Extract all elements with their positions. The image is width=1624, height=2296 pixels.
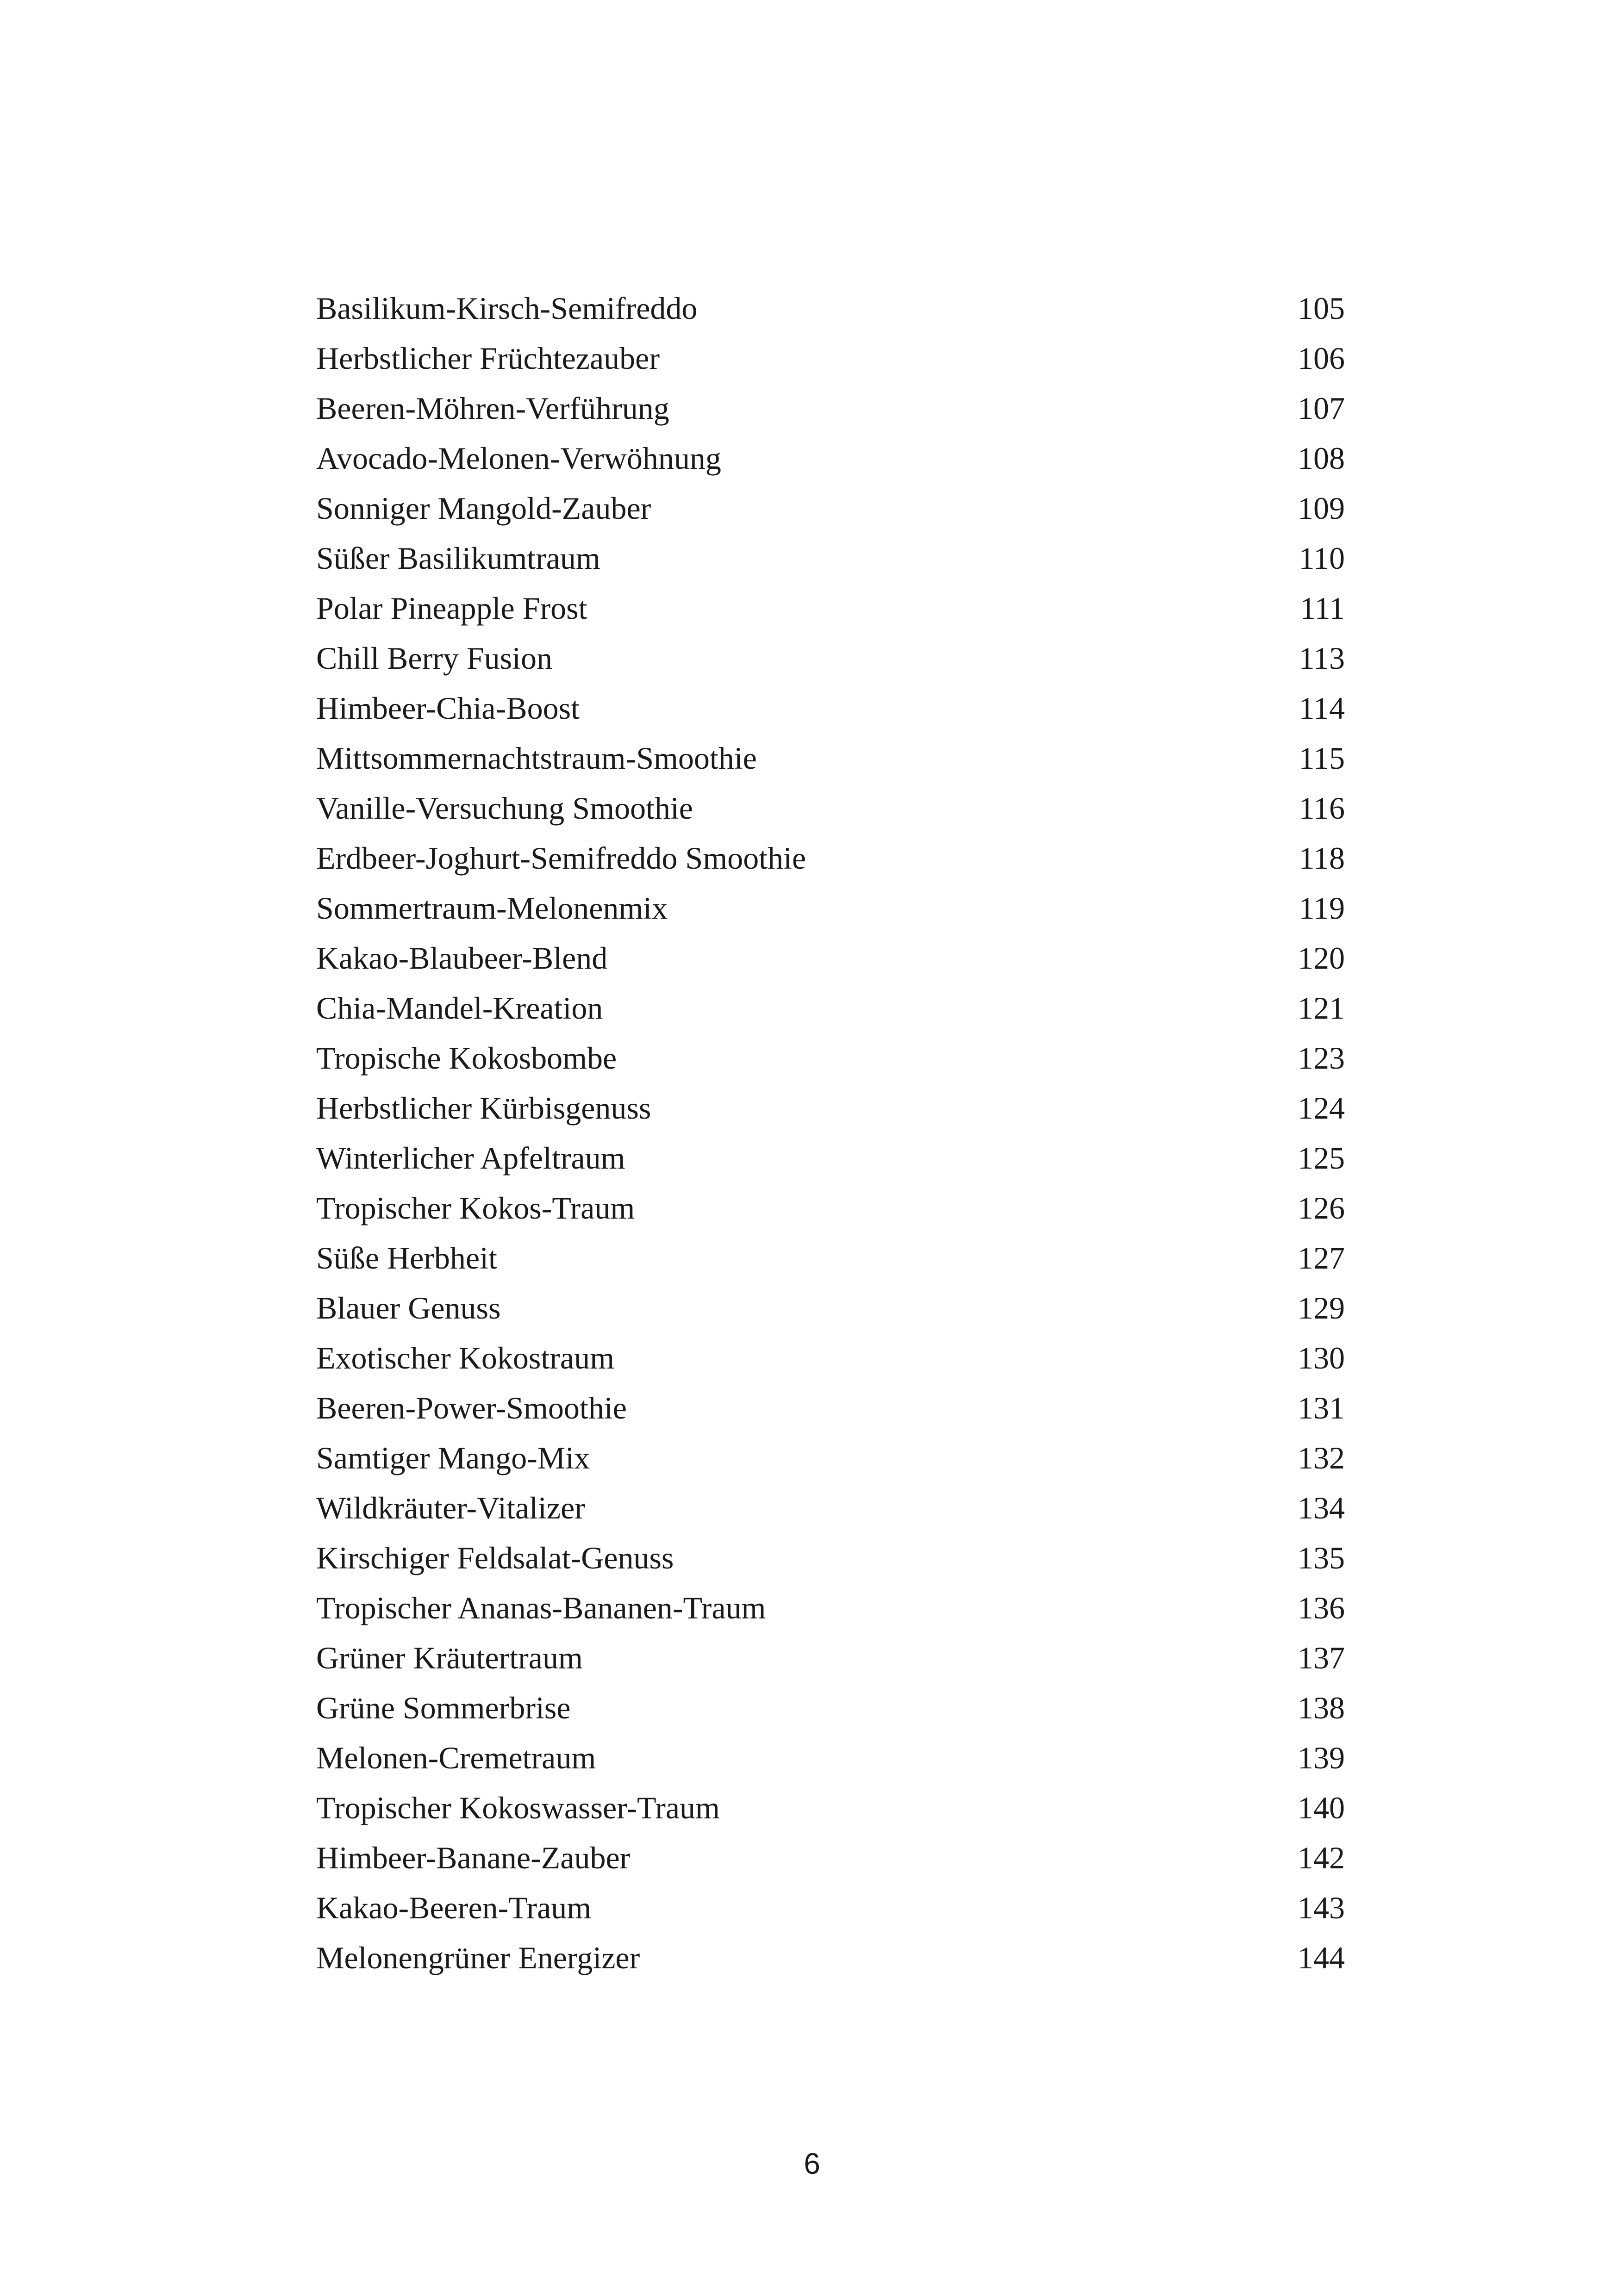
toc-entry-page: 131 <box>1298 1390 1345 1425</box>
toc-entry-title: Beeren-Power-Smoothie <box>316 1390 627 1425</box>
toc-entry <box>316 783 1345 833</box>
toc-entry-title: Mittsommernachtstraum-Smoothie <box>316 740 757 776</box>
toc-entry-page: 143 <box>1298 1890 1345 1925</box>
toc-entry-title: Winterlicher Apfeltraum <box>316 1140 625 1176</box>
toc-entry-title: Beeren-Möhren-Verführung <box>316 390 669 426</box>
toc-entry-title: Tropische Kokosbombe <box>316 1040 617 1076</box>
toc-entry-title: Wildkräuter-Vitalizer <box>316 1490 585 1525</box>
toc-entry <box>316 1583 1345 1633</box>
toc-entry-page: 123 <box>1298 1040 1345 1076</box>
toc-entry-page: 119 <box>1299 890 1345 926</box>
toc-entry-page: 113 <box>1299 640 1345 676</box>
toc-entry <box>316 1183 1345 1233</box>
toc-entry-page: 136 <box>1298 1590 1345 1625</box>
table-of-contents <box>316 283 1345 1983</box>
toc-entry-title: Herbstlicher Früchtezauber <box>316 340 660 376</box>
toc-entry-page: 121 <box>1298 990 1345 1026</box>
toc-entry <box>316 1933 1345 1983</box>
toc-entry-page: 126 <box>1298 1190 1345 1226</box>
toc-entry-title: Exotischer Kokostraum <box>316 1340 614 1375</box>
toc-entry-title: Tropischer Kokoswasser-Traum <box>316 1790 720 1825</box>
toc-entry-page: 115 <box>1299 740 1345 776</box>
toc-entry <box>316 1383 1345 1433</box>
toc-entry <box>316 283 1345 333</box>
toc-entry-page: 139 <box>1298 1740 1345 1775</box>
toc-entry-title: Süße Herbheit <box>316 1240 497 1276</box>
toc-entry <box>316 883 1345 933</box>
toc-entry-page: 142 <box>1298 1840 1345 1875</box>
toc-entry-title: Grüne Sommerbrise <box>316 1690 571 1725</box>
toc-entry-title: Melonengrüner Energizer <box>316 1940 640 1975</box>
toc-entry <box>316 1283 1345 1333</box>
toc-entry <box>316 733 1345 783</box>
toc-entry <box>316 433 1345 483</box>
toc-entry <box>316 833 1345 883</box>
toc-entry-title: Himbeer-Chia-Boost <box>316 690 580 726</box>
toc-entry-page: 127 <box>1298 1240 1345 1276</box>
toc-entry-title: Kirschiger Feldsalat-Genuss <box>316 1540 674 1575</box>
toc-entry-title: Avocado-Melonen-Verwöhnung <box>316 440 721 476</box>
toc-entry-page: 129 <box>1298 1290 1345 1325</box>
toc-entry-page: 107 <box>1298 390 1345 426</box>
toc-entry-title: Tropischer Ananas-Bananen-Traum <box>316 1590 766 1625</box>
toc-entry-page: 109 <box>1298 490 1345 526</box>
toc-entry <box>316 383 1345 433</box>
toc-entry-title: Tropischer Kokos-Traum <box>316 1190 635 1226</box>
toc-entry-page: 111 <box>1300 590 1345 626</box>
toc-entry <box>316 1683 1345 1733</box>
toc-entry-title: Grüner Kräutertraum <box>316 1640 583 1675</box>
toc-entry-title: Polar Pineapple Frost <box>316 590 587 626</box>
toc-entry <box>316 1333 1345 1383</box>
toc-entry <box>316 1133 1345 1183</box>
toc-entry-title: Vanille-Versuchung Smoothie <box>316 790 693 826</box>
toc-entry-title: Erdbeer-Joghurt-Semifreddo Smoothie <box>316 840 806 876</box>
toc-entry <box>316 633 1345 683</box>
toc-entry-title: Sonniger Mangold-Zauber <box>316 490 651 526</box>
toc-entry <box>316 1083 1345 1133</box>
toc-entry-page: 130 <box>1298 1340 1345 1375</box>
toc-entry <box>316 333 1345 383</box>
toc-entry-page: 134 <box>1298 1490 1345 1525</box>
toc-entry <box>316 1633 1345 1683</box>
toc-entry <box>316 483 1345 533</box>
toc-entry-page: 114 <box>1299 690 1345 726</box>
toc-entry-title: Herbstlicher Kürbisgenuss <box>316 1090 651 1126</box>
toc-entry <box>316 983 1345 1033</box>
toc-entry-page: 116 <box>1299 790 1345 826</box>
toc-entry-page: 138 <box>1298 1690 1345 1725</box>
toc-entry-page: 118 <box>1299 840 1345 876</box>
toc-entry-title: Sommertraum-Melonenmix <box>316 890 668 926</box>
toc-entry-title: Basilikum-Kirsch-Semifreddo <box>316 290 698 326</box>
toc-entry-page: 125 <box>1298 1140 1345 1176</box>
toc-entry <box>316 533 1345 583</box>
toc-entry <box>316 1483 1345 1533</box>
toc-entry <box>316 1883 1345 1933</box>
toc-entry-page: 105 <box>1298 290 1345 326</box>
toc-entry <box>316 933 1345 983</box>
toc-entry-title: Melonen-Cremetraum <box>316 1740 596 1775</box>
toc-entry-title: Samtiger Mango-Mix <box>316 1440 590 1475</box>
toc-entry <box>316 1833 1345 1883</box>
toc-entry-page: 106 <box>1298 340 1345 376</box>
toc-entry-page: 144 <box>1298 1940 1345 1975</box>
toc-entry <box>316 1533 1345 1583</box>
toc-entry-page: 120 <box>1298 940 1345 976</box>
toc-entry-page: 108 <box>1298 440 1345 476</box>
toc-entry-title: Chill Berry Fusion <box>316 640 553 676</box>
page-number: 6 <box>804 2147 820 2180</box>
toc-entry-page: 137 <box>1298 1640 1345 1675</box>
toc-entry <box>316 1783 1345 1833</box>
toc-entry <box>316 1433 1345 1483</box>
toc-entry <box>316 583 1345 633</box>
toc-entry-title: Süßer Basilikumtraum <box>316 540 600 576</box>
toc-entry <box>316 1233 1345 1283</box>
toc-entry-page: 124 <box>1298 1090 1345 1126</box>
toc-entry <box>316 1033 1345 1083</box>
toc-entry-title: Kakao-Beeren-Traum <box>316 1890 592 1925</box>
toc-entry-page: 140 <box>1298 1790 1345 1825</box>
toc-entry-title: Kakao-Blaubeer-Blend <box>316 940 608 976</box>
toc-entry-page: 110 <box>1299 540 1345 576</box>
toc-entry-title: Himbeer-Banane-Zauber <box>316 1840 631 1875</box>
toc-entry-title: Chia-Mandel-Kreation <box>316 990 603 1026</box>
toc-entry-page: 132 <box>1298 1440 1345 1475</box>
toc-entry <box>316 1733 1345 1783</box>
toc-entry-title: Blauer Genuss <box>316 1290 501 1325</box>
toc-entry-page: 135 <box>1298 1540 1345 1575</box>
toc-entry <box>316 683 1345 733</box>
